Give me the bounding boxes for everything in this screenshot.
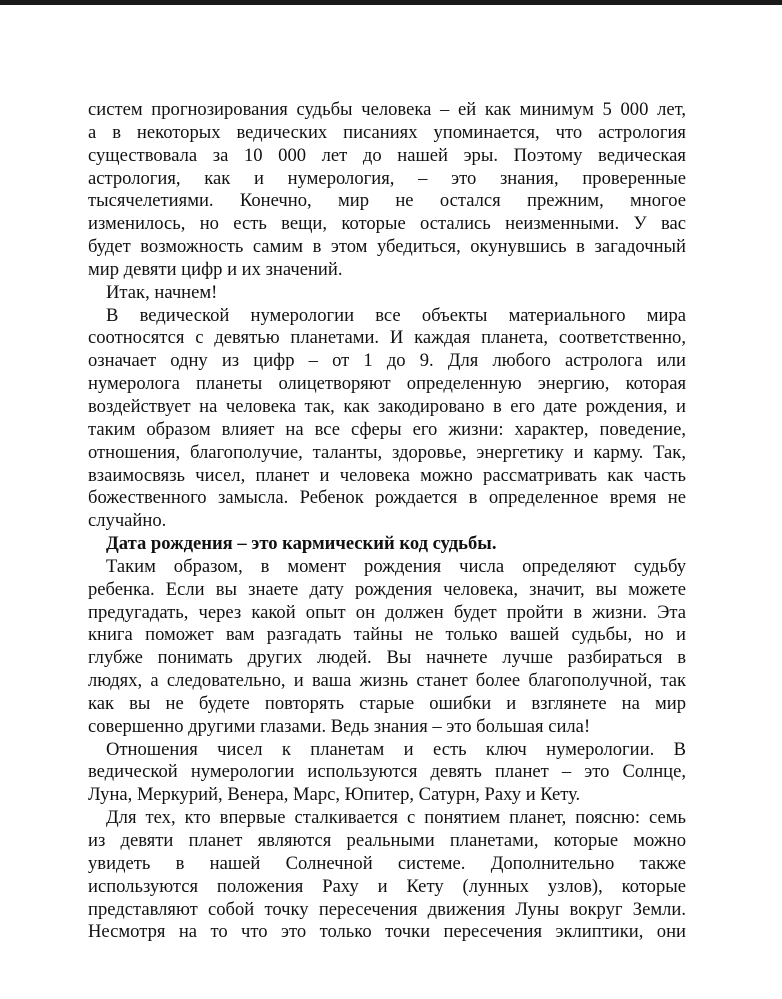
text-line: существовала за 10 000 лет до нашей эры. Поэтому ведическая xyxy=(88,144,686,166)
text-line: ведической нумерологии используются девять планет – это Солнце, xyxy=(88,761,686,783)
text-line: Итак, начнем! xyxy=(106,281,218,303)
text-line: тысячелетиями. Конечно, мир не остался прежним, многое xyxy=(88,190,686,212)
text-line: увидеть в нашей Солнечной системе. Дополнительно также xyxy=(88,852,686,874)
text-line: таким образом влияет на все сферы его жизни: характер, поведение, xyxy=(88,418,686,440)
text-line: отношения, благополучие, таланты, здоровье, энергетику и карму. Так, xyxy=(88,441,686,463)
text-line: означает одну из цифр – от 1 до 9. Для любого астролога или xyxy=(88,350,686,372)
text-line: божественного замысла. Ребенок рождается в определенное время не xyxy=(88,487,686,509)
text-line: предугадать, через какой опыт он должен будет пройти в жизни. Эта xyxy=(88,601,686,623)
text-line: глубже понимать других людей. Вы начнете лучше разбираться в xyxy=(88,647,686,669)
text-line: В ведической нумерологии все объекты материального мира xyxy=(106,304,686,326)
text-line: Отношения чисел к планетам и есть ключ нумерологии. В xyxy=(106,738,686,760)
text-line: будет возможность самим в этом убедиться, окунувшись в загадочный xyxy=(88,236,686,258)
paragraph-p3 xyxy=(88,305,686,533)
paragraph-p4 xyxy=(88,556,686,739)
text-line: книга поможет вам разгадать тайны не только вашей судьбы, но и xyxy=(88,624,686,646)
text-line: ребенка. Если вы знаете дату рождения человека, значит, вы можете xyxy=(88,578,686,600)
text-line: взаимосвязь чисел, планет и человека можно рассматривать как часть xyxy=(88,464,686,486)
paragraph-p5 xyxy=(88,739,686,808)
text-line: людях, а следовательно, и ваша жизнь станет более благополучной, так xyxy=(88,670,686,692)
text-line: астрология, как и нумерология, – это знания, проверенные xyxy=(88,167,686,189)
text-line: случайно. xyxy=(88,510,167,532)
paragraph-p2 xyxy=(88,282,686,305)
text-line: а в некоторых ведических писаниях упоминается, что астрология xyxy=(88,121,686,143)
text-line: систем прогнозирования судьбы человека – ей как минимум 5 000 лет, xyxy=(88,99,686,120)
text-line: из девяти планет являются реальными планетами, которые можно xyxy=(88,830,686,851)
text-line: как вы не будете повторять старые ошибки и взглянете на мир xyxy=(88,692,686,714)
text-line: Таким образом, в момент рождения числа определяют судьбу xyxy=(106,555,686,577)
page-body xyxy=(88,99,686,944)
paragraph-p6 xyxy=(88,807,686,944)
text-line: Луна, Меркурий, Венера, Марс, Юпитер, Сатурн, Раху и Кету. xyxy=(88,784,581,806)
text-line: используются положения Раху и Кету (лунных узлов), которые xyxy=(88,875,686,897)
top-edge-bar xyxy=(0,0,782,5)
text-line: нумеролога планеты олицетворяют определенную энергию, которая xyxy=(88,373,686,395)
text-line: мир девяти цифр и их значений. xyxy=(88,258,343,280)
text-line: Для тех, кто впервые сталкивается с понятием планет, поясню: семь xyxy=(106,807,686,829)
text-line: воздействует на человека так, как закодировано в его дате рождения, и xyxy=(88,395,686,417)
text-line: изменилось, но есть вещи, которые остались неизменными. У вас xyxy=(88,213,686,235)
section-heading xyxy=(88,533,686,556)
text-line: соотносятся с девятью планетами. И каждая планета, соответственно, xyxy=(88,327,686,349)
text-line: совершенно другими глазами. Ведь знания – это большая сила! xyxy=(88,715,591,737)
text-line: представляют собой точку пересечения движения Луны вокруг Земли. xyxy=(88,898,686,920)
heading-text: Дата рождения – это кармический код судьбы. xyxy=(106,533,497,555)
paragraph-p1 xyxy=(88,99,686,282)
text-line: Несмотря на то что это только точки пересечения эклиптики, они xyxy=(88,921,686,943)
